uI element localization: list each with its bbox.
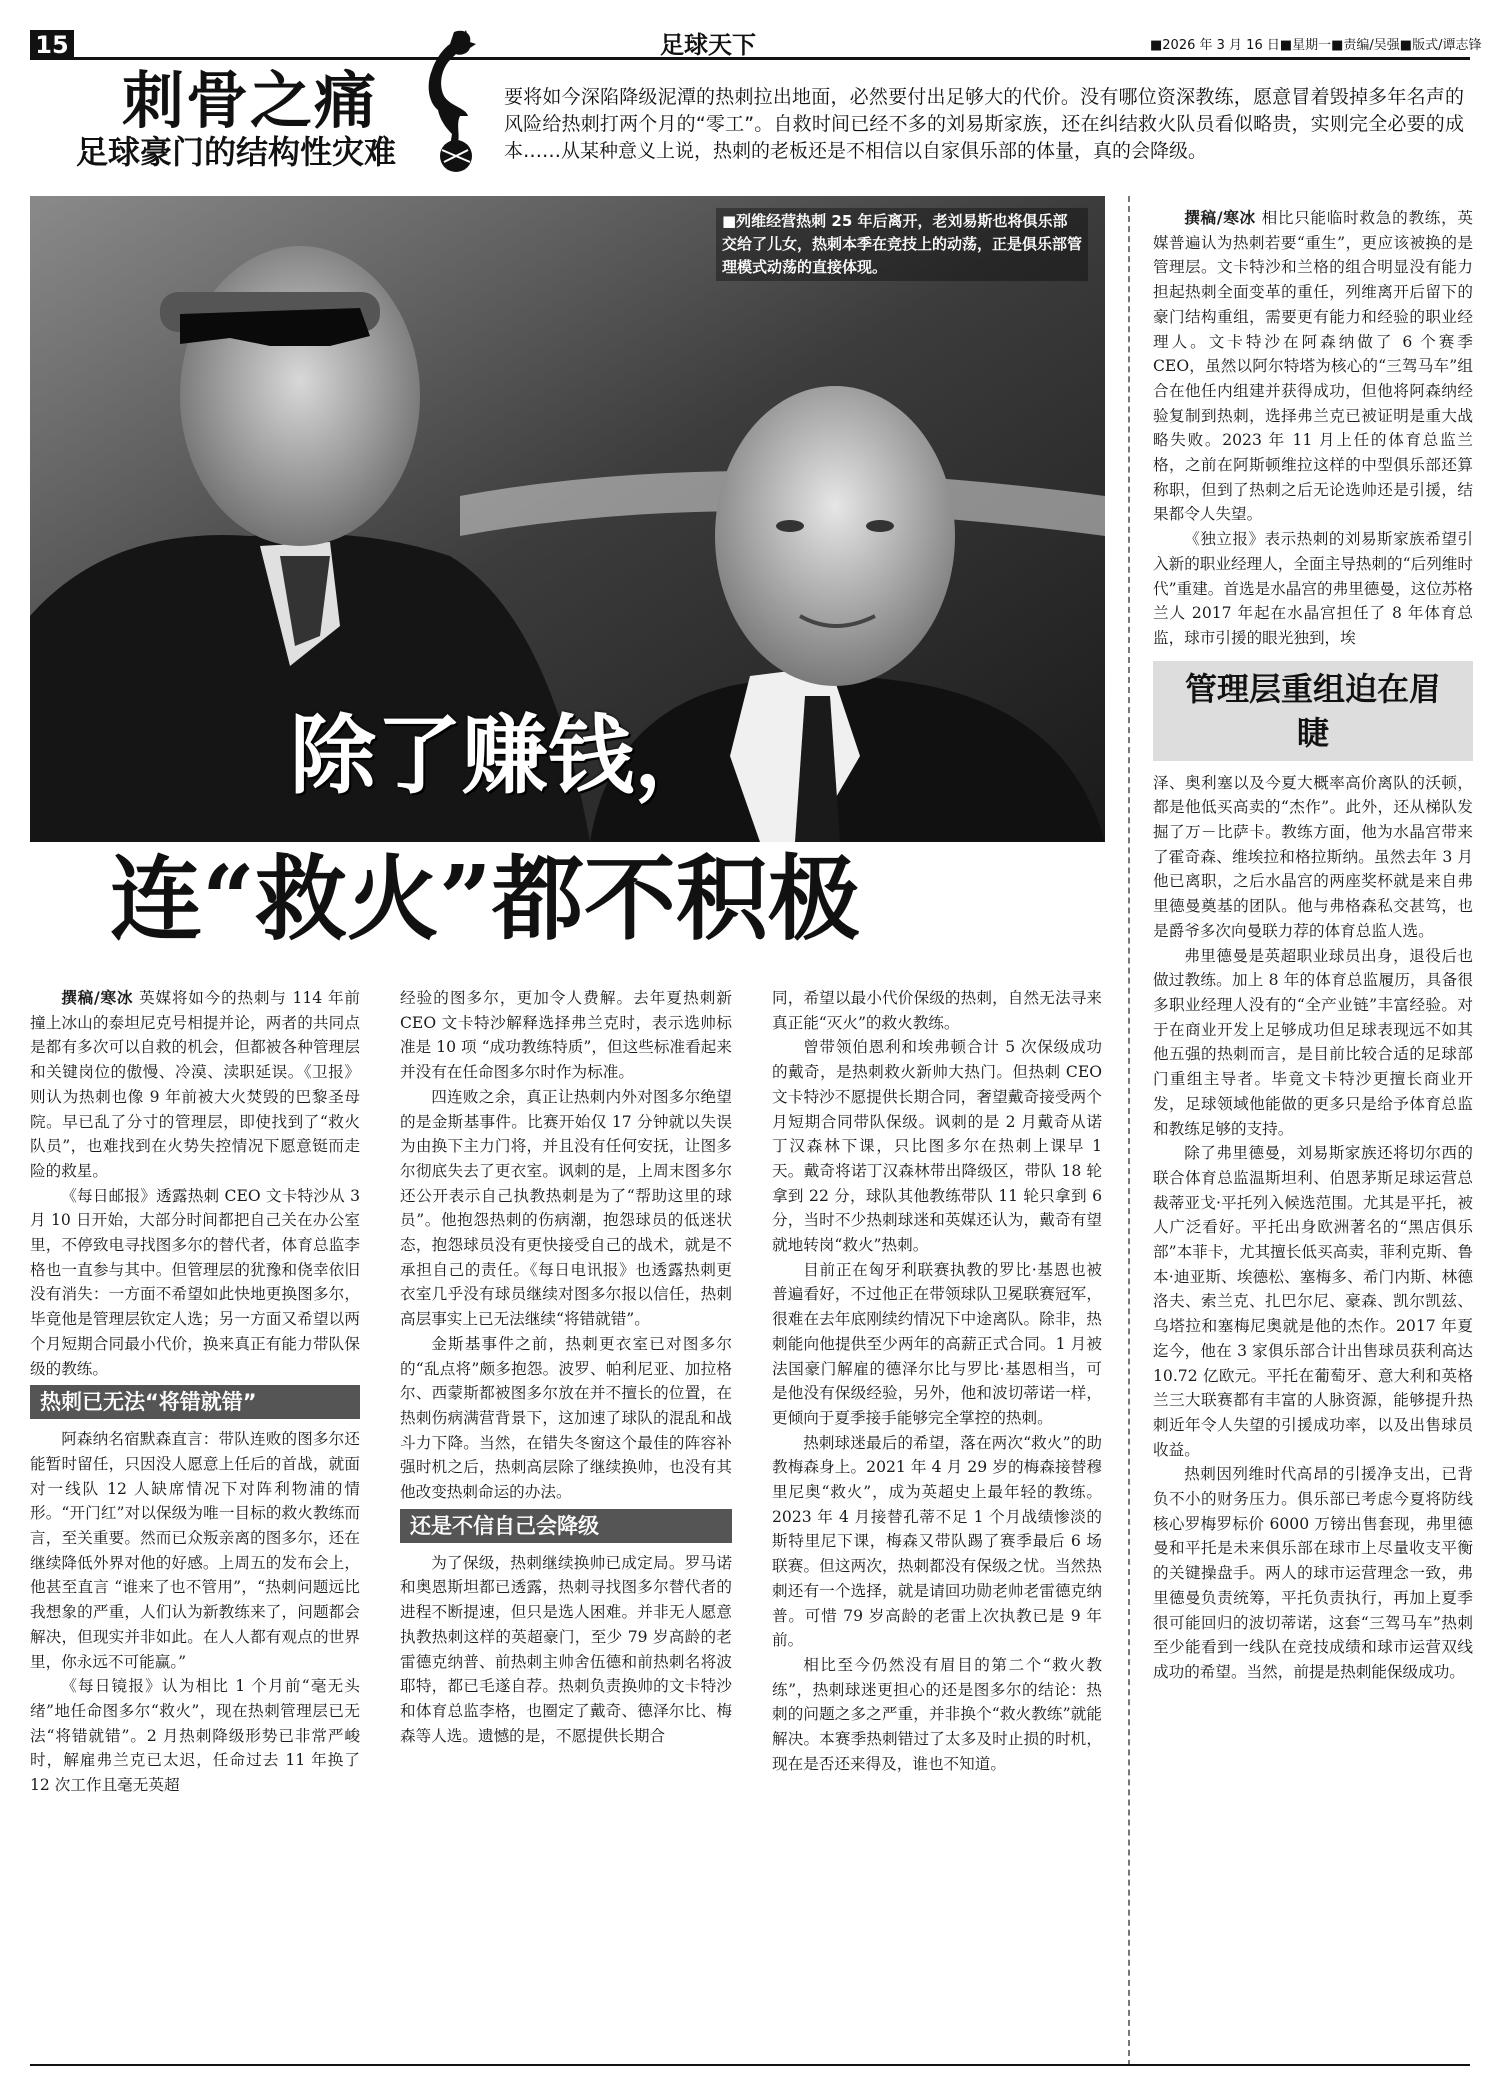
headline-line2: 连“救火”都不积极 [110,845,860,953]
box-subhead [1153,661,1473,761]
paragraph: 《每日邮报》透露热刺 CEO 文卡特沙从 3 月 10 日开始，大部分时间都把自己关在办公室里，不停致电寻找图多尔的替代者，体育总监李格也一直参与其中。但管理层的犹豫和侥幸依旧没有消失：一方面不希望如此快地更换图多尔，毕竟他是管理层钦定人选；另一方面又希望以两个月短期合同最小代价，换来真正有能力带队保级的教练。 [30,1186,360,1378]
paragraph: 四连败之余，真正让热刺内外对图多尔绝望的是金斯基事件。比赛开始仅 17 分钟就以失误为由换下主力门将，并且没有任何安抚，让图多尔彻底失去了更衣室。讽刺的是，上周末图多尔还公开表示自己执教热刺是为了“帮助这里的球员”。他抱怨热刺的伤病潮，抱怨球员的低迷状态，抱怨球员没有更快接受自己的战术，就是不承担自己的责任。《每日电讯报》也透露热刺更衣室几乎没有球员继续对图多尔报以信任，热刺高层事实上已无法继续“将错就错”。 [400,1087,732,1329]
section-title: 足球天下 [660,31,756,59]
bottom-rule [30,2064,1470,2066]
paragraph: 目前正在匈牙利联赛执教的罗比·基恩也被普遍看好，不过他正在带领球队卫冕联赛冠军，很难在去年底刚续约情况下中途离队。除非，热刺能向他提供至少两年的高薪正式合同。1 月被法国豪门解雇的德泽尔比与罗比·基恩相当，可是他没有保级经验，另外，他和波切蒂诺一样，更倾向于夏季接手能够完全掌控的热刺。 [772,1260,1102,1427]
paragraph-text: 英媒将如今的热刺与 114 年前撞上冰山的泰坦尼克号相提并论，两者的共同点是都有多次可以自救的机会，但都被各种管理层和关键岗位的傲慢、冷漠、渎职延误。《卫报》则认为热刺也像 9 年前被大火焚毁的巴黎圣母院。早已乱了分寸的管理层，即使找到了“救火队员”，也难找到在火势失控情况下愿意铤而走险的救星。 [30,989,360,1180]
box-subhead-text: 管理层重组迫在眉睫 [1184,669,1441,752]
paragraph: 曾带领伯恩利和埃弗顿合计 5 次保级成功的戴奇，是热刺救火新帅大热门。但热刺 CEO 文卡特沙不愿提供长期合同，奢望戴奇接受两个月短期合同带队保级。讽刺的是 2 月戴奇从诺丁汉森林下课，只比图多尔在热刺上课早 1 天。戴奇将诺丁汉森林带出降级区，带队 18 轮拿到 22 分，球队其他教练带队 11 轮只拿到 6 分，当时不少热刺球迷和英媒还认为，戴奇有望就地转岗“救火”热刺。 [772,1038,1102,1255]
paragraph: 热刺因列维时代高昂的引援净支出，已背负不小的财务压力。俱乐部已考虑今夏将防线核心罗梅罗标价 6000 万镑出售套现，弗里德曼和平托是未来俱乐部在球市上尽量收支平衡的关键操盘手。两人的球市运营理念一致，弗里德曼负责统筹，平托负责执行，再加上夏季很可能回归的波切蒂诺，这套“三驾马车”热刺至少能看到一线队在竞技成绩和球市运营双线成功的希望。当然，前提是热刺能保级成功。 [1153,1465,1473,1681]
paragraph: 泽、奥利塞以及今夏大概率高价离队的沃顿，都是他低买高卖的“杰作”。此外，还从梯队发掘了万－比萨卡。教练方面，他为水晶宫带来了霍奇森、维埃拉和格拉斯纳。虽然去年 3 月他已离职，之后水晶宫的两座奖杯就是来自弗里德曼奠基的团队。他与弗格森私交甚笃，也是爵爷多次向曼联力荐的体育总监人选。 [1153,773,1473,940]
paragraph: 除了弗里德曼，刘易斯家族还将切尔西的联合体育总监温斯坦利、伯恩茅斯足球运营总裁蒂亚戈·平托列入候选范围。尤其是平托，被人广泛看好。平托出身欧洲著名的“黑店俱乐部”本菲卡，尤其擅长低买高卖，菲利克斯、鲁本·迪亚斯、埃德松、塞梅多、希门内斯、林德洛夫、索兰克、扎巴尔尼、豪森、凯尔凯兹、乌塔拉和塞梅尼奥就是他的杰作。2017 年夏迄今，他在 3 家俱乐部合计出售球员获利高达 10.72 亿欧元。平托在葡萄牙、意大利和英格兰三大联赛都有丰富的人脉资源，能够提升热刺近年令人失望的引援成功率，以及出售球员收益。 [1153,1144,1473,1459]
cockerel-logo-icon [420,24,490,174]
paragraph: 《独立报》表示热刺的刘易斯家族希望引入新的职业经理人，全面主导热刺的“后列维时代”重建。首选是水晶宫的弗里德曼，这位苏格兰人 2017 年起在水晶宫担任了 8 年体育总监，球市引援的眼光独到，埃 [1153,530,1473,647]
subhead: 热刺已无法“将错就错” [30,1385,360,1419]
column-divider [1128,196,1130,2066]
kicker-subtitle: 足球豪门的结构性灾难 [76,133,397,171]
dateline: ■2026 年 3 月 16 日■星期一■责编/吴强■版式/谭志锋 [1150,38,1482,53]
paragraph: 阿森纳名宿默森直言：带队连败的图多尔还能暂时留任，只因没人愿意上任后的首战，就面对一线队 12 人缺席情况下对阵利物浦的情形。“开门红”对以保级为唯一目标的救火教练而言，至关重要。然而已众叛亲离的图多尔，还在继续降低外界对他的好感。上周五的发布会上，他甚至直言 “谁来了也不管用”，“热刺问题远比我想象的严重，人们认为新教练来了，问题都会解决，但现实并非如此。在人人都有观点的世界里，你永远不可能赢。” [30,1430,360,1671]
photo-caption: ■列维经营热刺 25 年后离开，老刘易斯也将俱乐部交给了儿女，热刺本季在竞技上的动荡，正是俱乐部管理模式动荡的直接体现。 [716,208,1088,281]
byline-2: 撰稿/寒冰 [1184,209,1256,227]
column-1 [30,986,360,1798]
paragraph: 《每日镜报》认为相比 1 个月前“毫无头绪”地任命图多尔“救火”，现在热刺管理层已无法“将错就错”。2 月热刺降级形势已非常严峻时，解雇弗兰克已太迟，任命过去 11 年换了 12 次工作且毫无英超 [30,1677,360,1795]
paragraph [1153,206,1473,527]
paragraph: 弗里德曼是英超职业球员出身，退役后也做过教练。加上 8 年的体育总监履历，具备很多职业经理人没有的“全产业链”丰富经验。对于在商业开发上足够成功但足球表现远不如其他五强的热刺而言，是目前比较合适的足球部门重组主导者。毕竟文卡特沙更擅长商业开发，足球领域他能做的更多只是给予体育总监和教练足够的支持。 [1153,946,1473,1138]
column-3 [772,986,1102,1777]
paragraph: 同，希望以最小代价保级的热刺，自然无法寻来真正能“灭火”的救火教练。 [772,989,1102,1032]
paragraph-text: 相比只能临时救急的教练，英媒普遍认为热刺若要“重生”，更应该被换的是管理层。文卡特沙和兰格的组合明显没有能力担起热刺全面变革的重任，列维离开后留下的豪门结构重组，需要更有能力和经验的职业经理人。文卡特沙在阿森纳做了 6 个赛季 CEO，虽然以阿尔特塔为核心的“三驾马车”组合在他任内组建并获得成功，但他将阿森纳经验复制到热刺，选择弗兰克已被证明是重大战略失败。2023 年 11 月上任的体育总监兰格，之前在阿斯顿维拉这样的中型俱乐部还算称职，但到了热刺之后无论选帅还是引援，结果都令人失望。 [1153,209,1473,524]
column-2 [400,986,732,1748]
byline: 撰稿/寒冰 [61,989,134,1007]
subhead: 还是不信自己会降级 [400,1509,732,1543]
intro-text: 要将如今深陷降级泥潭的热刺拉出地面，必然要付出足够大的代价。没有哪位资深教练，愿意冒着毁掉多年名声的风险给热刺打两个月的“零工”。自救时间已经不多的刘易斯家族，还在纠结救火队员看似略贵，实则完全必要的成本……从某种意义上说，热刺的老板还是不相信以自家俱乐部的体量，真的会降级。 [504,86,1464,162]
paragraph: 经验的图多尔，更加令人费解。去年夏热刺新 CEO 文卡特沙解释选择弗兰克时，表示选帅标准是 10 项 “成功教练特质”，但这些标准看起来并没有在任命图多尔时作为标准。 [400,989,732,1082]
headline-line1: 除了赚钱， [290,705,720,806]
paragraph: 热刺球迷最后的希望，落在两次“救火”的助教梅森身上。2021 年 4 月 29 岁的梅森接替穆里尼奥“救火”，成为英超史上最年轻的教练。2023 年 4 月接替孔蒂不足 1 个月战绩惨淡的斯特里尼下课，梅森又带队踢了赛季最后 6 场联赛。但这两次，热刺都没有保级之忧。当然热刺还有一个选择，就是请回功勋老帅老雷德克纳普。可惜 79 岁高龄的老雷上次执教已是 9 年前。 [772,1433,1102,1650]
paragraph: 金斯基事件之前，热刺更衣室已对图多尔的“乱点将”颇多抱怨。波罗、帕利尼亚、加拉格尔、西蒙斯都被图多尔放在并不擅长的位置，在热刺伤病满营背景下，这加速了球队的混乱和战斗力下降。当然，在错失冬窗这个最佳的阵容补强时机之后，热刺高层除了继续换帅，也没有其他改变热刺命运的办法。 [400,1334,732,1502]
paragraph: 相比至今仍然没有眉目的第二个“救火教练”，热刺球迷更担心的还是图多尔的结论：热刺的问题之多之严重，并非换个“救火教练”就能解决。本赛季热刺错过了太多及时止损的时机，现在是否还来得及，谁也不知道。 [772,1655,1102,1773]
page-number: 15 [30,30,74,60]
kicker-title: 刺骨之痛 [122,64,379,137]
column-4 [1153,206,1473,1685]
paragraph [30,986,360,1184]
paragraph: 为了保级，热刺继续换帅已成定局。罗马诺和奥恩斯坦都已透露，热刺寻找图多尔替代者的进程不断提速，但只是选人困难。并非无人愿意执教热刺这样的英超豪门，至少 79 岁高龄的老雷德克纳普、前热刺主帅舍伍德和前热刺名将波耶特，都已毛遂自荐。热刺负责换帅的文卡特沙和体育总监李格，也圈定了戴奇、德泽尔比、梅森等人选。遗憾的是，不愿提供长期合 [400,1553,732,1745]
